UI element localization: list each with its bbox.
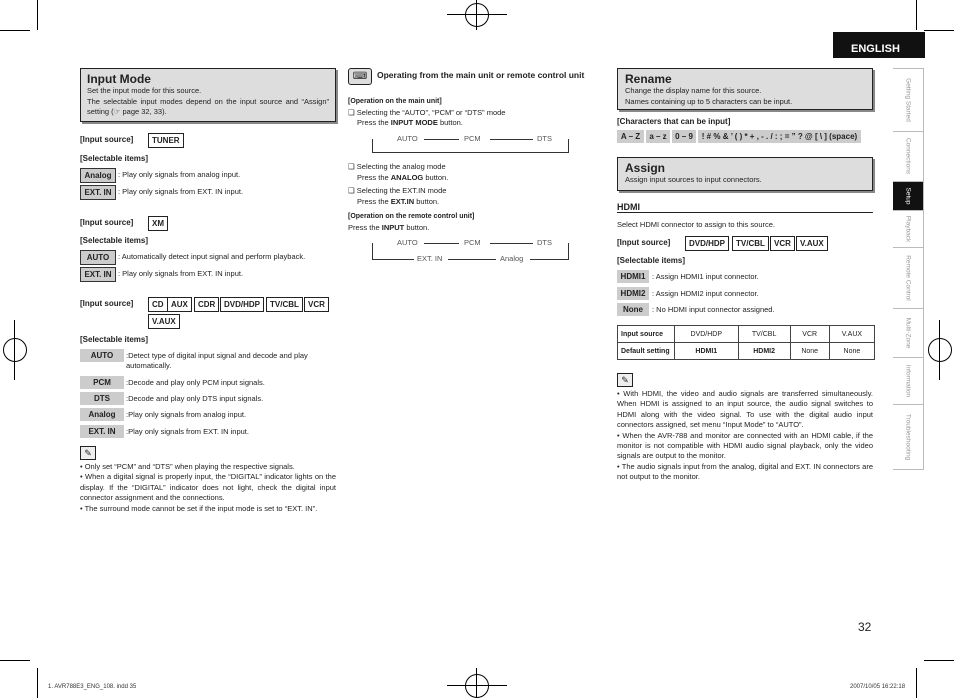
item-desc: : Play only signals from analog input. <box>118 170 241 179</box>
table-cell: Input source <box>618 326 675 343</box>
rename-desc2: Names containing up to 5 characters can be input. <box>625 96 793 106</box>
sidebar-tab-remote-control[interactable]: Remote Control <box>893 248 923 309</box>
step-ext-in: ❑ Selecting the EXT.IN mode <box>348 186 447 195</box>
input-source-label: [Input source] <box>80 135 134 144</box>
table-cell: Default setting <box>618 343 675 360</box>
sidebar-tab-information[interactable]: Information <box>893 358 923 405</box>
assign-desc: Assign input sources to input connectors. <box>625 175 762 184</box>
default-setting-table <box>617 325 875 360</box>
note-pencil-icon: ✎ <box>80 446 96 460</box>
crop-mark <box>924 660 954 661</box>
table-cell: TV/CBL <box>738 326 790 343</box>
item-desc: :Detect type of digital input signal and decode and play automatically. <box>126 351 308 370</box>
crop-mark <box>37 0 38 30</box>
registration-mark <box>465 674 489 698</box>
flow-arrow <box>530 259 569 260</box>
language-tab: ENGLISH <box>833 32 925 58</box>
flow2-dts: DTS <box>537 238 552 247</box>
source-tag-xm: XM <box>148 216 168 231</box>
item-tag-dts: DTS <box>80 392 124 405</box>
selectable-items-label: [Selectable items] <box>80 335 149 344</box>
source-tag-tv-cbl: TV/CBL <box>732 236 769 251</box>
flow1-auto: AUTO <box>397 134 418 143</box>
note-pencil-icon: ✎ <box>617 373 633 387</box>
input-mode-title: Input Mode <box>87 72 151 86</box>
step-auto-pcm-dts: ❑ Selecting the “AUTO”, “PCM” or “DTS” mode <box>348 108 506 117</box>
registration-line <box>447 685 507 686</box>
item-desc: : Assign HDMI2 input connector. <box>652 289 759 298</box>
item-tag-auto: AUTO <box>80 250 116 265</box>
source-tag-v-aux: V.AUX <box>148 314 180 329</box>
registration-mark <box>3 338 27 362</box>
chars-symbols: ! # % & ’ ( ) * + , - . / : ; = ” ? @ [ \ ] (space) <box>698 130 861 143</box>
step-press-input-mode: Press the INPUT MODE button. <box>357 118 463 127</box>
item-tag-ext-in: EXT. IN <box>80 425 124 438</box>
flow-arrow <box>372 243 373 260</box>
sidebar-tab-getting-started[interactable]: Getting Started <box>893 68 923 132</box>
input-mode-desc2: The selectable input modes depend on the input source and “Assign” setting (☞ page 32, 33). <box>87 96 329 116</box>
hdmi-desc: Select HDMI connector to assign to this source. <box>617 220 775 229</box>
chars-lowercase: a – z <box>646 130 670 143</box>
item-desc: : Assign HDMI1 input connector. <box>652 272 759 281</box>
source-tag-v-aux: V.AUX <box>796 236 828 251</box>
item-desc: :Play only signals from analog input. <box>126 410 247 419</box>
source-tag-cdr: CDR <box>194 297 219 312</box>
input-source-label: [Input source] <box>617 238 671 247</box>
source-tag-dvd-hdp: DVD/HDP <box>685 236 729 251</box>
item-tag-auto: AUTO <box>80 349 124 362</box>
input-mode-notes: • Only set “PCM” and “DTS” when playing the respective signals. • When a digital signal is properly input, the “DIGITAL” indicator lights on the display. If the “DIGITAL” indicator does not light, check the digital input connector assignment and the connections. • The surround mode cannot be set if the input mode is set to “EXT. IN”. <box>80 462 336 513</box>
flow2-auto: AUTO <box>397 238 418 247</box>
registration-line <box>476 0 477 30</box>
table-cell: None <box>829 343 874 360</box>
item-desc: :Decode and play only PCM input signals. <box>126 378 265 387</box>
item-desc: :Play only signals from EXT. IN input. <box>126 427 249 436</box>
footer-right: 2007/10/05 16:22:18 <box>850 684 906 690</box>
flow-arrow <box>372 152 569 153</box>
flow-arrow <box>372 139 373 153</box>
item-desc: : No HDMI input connector assigned. <box>652 305 775 314</box>
crop-mark <box>916 0 917 30</box>
flow-arrow <box>424 243 459 244</box>
item-tag-ext-in: EXT. IN <box>80 267 116 282</box>
rename-desc1: Change the display name for this source. <box>625 86 762 95</box>
registration-line <box>476 668 477 698</box>
remote-control-icon: ⌨ <box>348 68 372 85</box>
flow2-ext-in: EXT. IN <box>417 254 443 263</box>
flow2-analog: Analog <box>500 254 524 263</box>
table-cell: DVD/HDP <box>675 326 739 343</box>
item-tag-pcm: PCM <box>80 376 124 389</box>
flow-arrow <box>568 243 569 260</box>
input-mode-desc1: Set the input mode for this source. <box>87 86 202 95</box>
crop-mark <box>37 668 38 698</box>
sidebar-border <box>923 68 924 470</box>
source-tag-dvd-hdp: DVD/HDP <box>220 297 264 312</box>
assign-title: Assign <box>625 161 666 175</box>
remote-label: [Operation on the remote control unit] <box>348 213 475 220</box>
hdmi-heading: HDMI <box>617 202 873 213</box>
step-analog: ❑ Selecting the analog mode <box>348 162 446 171</box>
flow-arrow <box>568 139 569 153</box>
flow-arrow <box>424 139 459 140</box>
sidebar-tab-playback[interactable]: Playback <box>893 211 923 248</box>
selectable-items-label: [Selectable items] <box>80 236 149 245</box>
source-tag-tv-cbl: TV/CBL <box>266 297 303 312</box>
table-cell: None <box>790 343 829 360</box>
main-unit-label: [Operation on the main unit] <box>348 98 442 105</box>
flow-arrow <box>490 139 533 140</box>
page-number: 32 <box>858 620 872 634</box>
item-tag-hdmi2: HDMI2 <box>617 287 649 300</box>
registration-mark <box>928 338 952 362</box>
source-tag-vcr: VCR <box>304 297 329 312</box>
item-desc: : Play only signals from EXT. IN input. <box>118 187 244 196</box>
crop-mark <box>916 668 917 698</box>
sidebar-tab-setup[interactable]: Setup <box>893 182 923 211</box>
registration-line <box>14 320 15 380</box>
table-row <box>618 343 875 360</box>
input-mode-box <box>80 68 336 122</box>
sidebar-tab-connections[interactable]: Connections <box>893 131 923 182</box>
flow1-dts: DTS <box>537 134 552 143</box>
flow1-pcm: PCM <box>464 134 481 143</box>
selectable-items-label: [Selectable items] <box>617 256 686 265</box>
table-cell: VCR <box>790 326 829 343</box>
item-tag-hdmi1: HDMI1 <box>617 270 649 283</box>
assign-box <box>617 157 873 191</box>
item-desc: :Decode and play only DTS input signals. <box>126 394 264 403</box>
registration-line <box>447 14 507 15</box>
item-tag-none: None <box>617 303 649 316</box>
item-desc: : Automatically detect input signal and perform playback. <box>118 252 306 261</box>
source-tag-tuner: TUNER <box>148 133 184 148</box>
crop-mark <box>0 660 30 661</box>
table-cell: HDMI2 <box>738 343 790 360</box>
crop-mark <box>0 30 30 31</box>
registration-line <box>939 320 940 380</box>
operating-title: Operating from the main unit or remote control unit <box>377 70 585 80</box>
footer-left: 1. AVR788E3_ENG_108. indd 35 <box>48 684 137 690</box>
source-tag-aux: AUX <box>167 297 192 312</box>
item-tag-ext-in: EXT. IN <box>80 185 116 200</box>
rename-box <box>617 68 873 110</box>
input-source-label: [Input source] <box>80 218 134 227</box>
selectable-items-label: [Selectable items] <box>80 154 149 163</box>
crop-mark <box>924 30 954 31</box>
step-press-input: Press the INPUT button. <box>348 223 430 232</box>
flow-arrow <box>490 243 533 244</box>
step-press-ext-in: Press the EXT.IN button. <box>357 197 440 206</box>
source-tag-vcr: VCR <box>770 236 795 251</box>
flow-arrow <box>448 259 496 260</box>
flow2-pcm: PCM <box>464 238 481 247</box>
sidebar-tab-troubleshooting[interactable]: Troubleshooting <box>893 405 923 470</box>
table-row <box>618 326 875 343</box>
chars-label: [Characters that can be input] <box>617 117 731 126</box>
chars-digits: 0 – 9 <box>672 130 696 143</box>
source-tag-cd: CD <box>148 297 168 312</box>
item-desc: : Play only signals from EXT. IN input. <box>118 269 244 278</box>
sidebar-tab-multi-zone[interactable]: Multi-Zone <box>893 309 923 358</box>
table-cell: V.AUX <box>829 326 874 343</box>
assign-notes: • With HDMI, the video and audio signals are transferred simultaneously. When HDMI is assigned to an input source, the audio signal switches to HDMI along with the video signal. To use with the digital audio input connectors assigned, set menu “Input Mode” to “AUTO”. • When the AVR-788 and monitor are connected with an HDMI cable, if the monitor is not compatible with HDMI audio signal playback, only the video signals are output to the monitor. • The audio signals input from the analog, digital and EXT. IN connectors are not output to the monitor. <box>617 389 873 482</box>
chars-uppercase: A – Z <box>617 130 644 143</box>
step-press-analog: Press the ANALOG button. <box>357 173 449 182</box>
flow-arrow <box>372 259 414 260</box>
item-tag-analog: Analog <box>80 168 116 183</box>
input-source-label: [Input source] <box>80 299 134 308</box>
item-tag-analog: Analog <box>80 408 124 421</box>
registration-mark <box>465 3 489 27</box>
table-cell: HDMI1 <box>675 343 739 360</box>
rename-title: Rename <box>625 72 672 86</box>
